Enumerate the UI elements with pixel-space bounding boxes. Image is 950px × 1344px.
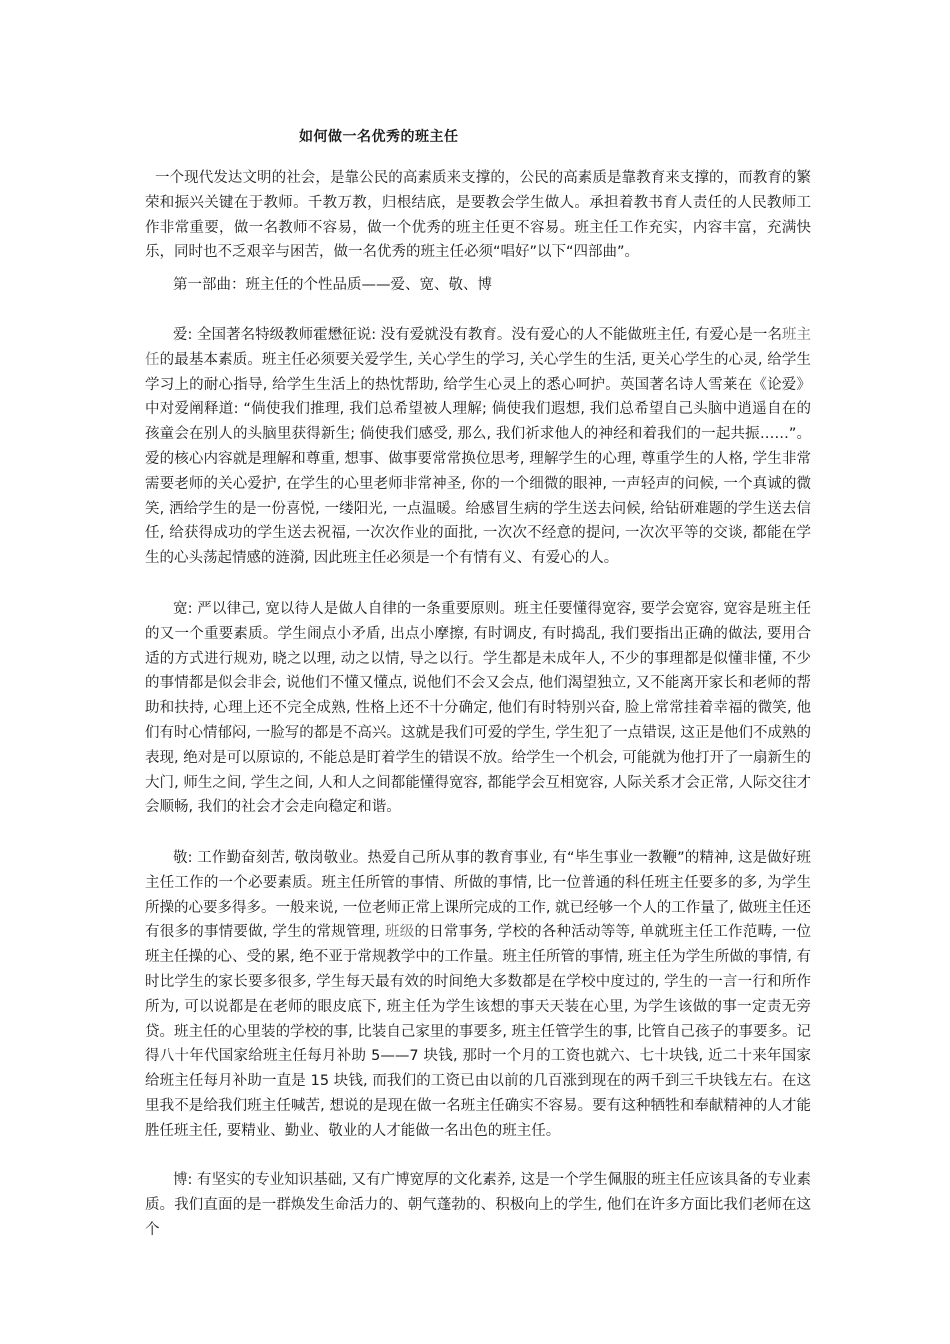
paragraph-ai-text-start: 爱: 全国著名特级教师霍懋征说: 没有爱就没有教育。没有爱心的人不能做班主任, 有爱心是一名 (173, 327, 782, 343)
paragraph-jing-text-end: 的日常事务, 学校的各种活动等等, 单就班主任工作范畴, 一位班主任操的心、受的累, 绝不亚于常规教学中的工作量。班主任所管的事情, 班主任为学生所做的事情, 有时比学生的家长要多很多, 学生每天最有效的时间绝大多数都是在学校中度过的, 学生的一言一行和所作所为, 可以说都是在老师的眼皮底下, 班主任为学生该想的事天天装在心里, 为学生该做的事一定责无旁贷。班主任的心里装的学校的事, 比装自己家里的事要多, 班主任管学生的事, 比管自己孩子的事要多。记得八十年代国家给班主任每月补助 5——7 块钱, 那时一个月的工资也就六、七十块钱, 近二十来年国家给班主任每月补助一直是 15 块钱, 而我们的工资已由以前的几百涨到现在的两千到三千块钱左右。在这里我不是给我们班主任喊苦, 想说的是现在做一名班主任确实不容易。要有这种牺牲和奉献精神的人才能胜任班主任, 要精业、勤业、敬业的人才能做一名出色的班主任。 (145, 924, 812, 1139)
paragraph-ai (145, 323, 811, 571)
paragraph-ai-text-end: 的最基本素质。班主任必须要关爱学生, 关心学生的学习, 关心学生的生活, 更关心学生的心灵, 给学生学习上的耐心指导, 给学生生活上的热忱帮助, 给学生心灵上的悉心呵护。英国著名诗人雪莱在《论爱》中对爱阐释道: “倘使我们推理, 我们总希望被人理解; 倘使我们遐想, 我们总希望自己头脑中逍遥自在的孩童会在别人的头脑里获得新生; 倘使我们感受, 那么, 我们祈求他人的神经和着我们的一起共振……”。爱的核心内容就是理解和尊重, 想事、做事要常常换位思考, 理解学生的心理, 尊重学生的人格, 学生非常需要老师的关心爱护, 在学生的心里老师非常神圣, 你的一个细微的眼神, 一声轻声的问候, 一个真诚的微笑, 洒给学生的是一份喜悦, 一缕阳光, 一点温暖。给感冒生病的学生送去问候, 给钻研难题的学生送去信任, 给获得成功的学生送去祝福, 一次次作业的面批, 一次次不经意的提问, 一次次平等的交谈, 都能在学生的心头荡起情感的涟漪, 因此班主任必须是一个有情有义、有爱心的人。 (145, 351, 811, 567)
paragraph-jing-text-start: 敬: 工作勤奋刻苦, 敬岗敬业。热爱自己所从事的教育事业, 有“毕生事业一教鞭”的精神, 这是做好班主任工作的一个必要素质。班主任所管的事情、所做的事情, 比一位普通的科任班主任要多的多, 为学生所操的心要多得多。一般来说, 一位老师正常上课所完成的工作, 就已经够一个人的工作量了, 做班主任还有很多的事情要做, 学生的常规管理, (145, 850, 811, 941)
paragraph-jing (145, 846, 811, 1144)
link-banji[interactable]: 班级 (384, 924, 415, 941)
paragraph-kuan: 宽: 严以律己, 宽以待人是做人自律的一条重要原则。班主任要懂得宽容, 要学会宽容, 宽容是班主任的又一个重要素质。学生闹点小矛盾, 出点小摩擦, 有时调皮, 有时捣乱, 我们要指出正确的做法, 要用合适的方式进行规劝, 晓之以理, 动之以情, 导之以行。学生都是未成年人, 不少的事理都是似懂非懂, 不少的事情都是似会非会, 说他们不懂又懂点, 说他们不会又会点, 他们渴望独立, 又不能离开家长和老师的帮助和扶持, 心理上还不完全成熟, 性格上还不十分确定, 他们有时特别兴奋, 脸上常常挂着幸福的微笑, 他们有时心情郁闷, 一脸写的都是不高兴。这就是我们可爱的学生, 学生犯了一点错误, 这正是他们不成熟的表现, 绝对是可以原谅的, 不能总是盯着学生的错误不放。给学生一个机会, 可能就为他打开了一扇新生的大门, 师生之间, 学生之间, 人和人之间都能懂得宽容, 都能学会互相宽容, 人际关系才会正常, 人际交往才会顺畅, 我们的社会才会走向稳定和谐。 (145, 601, 811, 816)
paragraph-bo: 博: 有坚实的专业知识基础, 又有广博宽厚的文化素养, 这是一个学生佩服的班主任应该具备的专业素质。我们直面的是一群焕发生命活力的、朝气蓬勃的、积极向上的学生, 他们在许多方面比我们老师在这个 (145, 1172, 811, 1238)
intro-paragraph: 一个现代发达文明的社会，是靠公民的高素质来支撑的，公民的高素质是靠教育来支撑的，而教育的繁荣和振兴关键在于教师。千教万教，归根结底，是要教会学生做人。承担着教书育人责任的人民教师工作非常重要，做一名教师不容易，做一个优秀的班主任更不容易。班主任工作充实，内容丰富，充满快乐，同时也不乏艰辛与困苦，做一名优秀的班主任必须“唱好”以下“四部曲”。 (145, 170, 811, 261)
link-banzhuren[interactable]: 班主任 (145, 327, 811, 368)
document-title: 如何做一名优秀的班主任 (299, 129, 459, 145)
section-heading: 第一部曲：班主任的个性品质——爱、宽、敬、博 (173, 277, 492, 293)
